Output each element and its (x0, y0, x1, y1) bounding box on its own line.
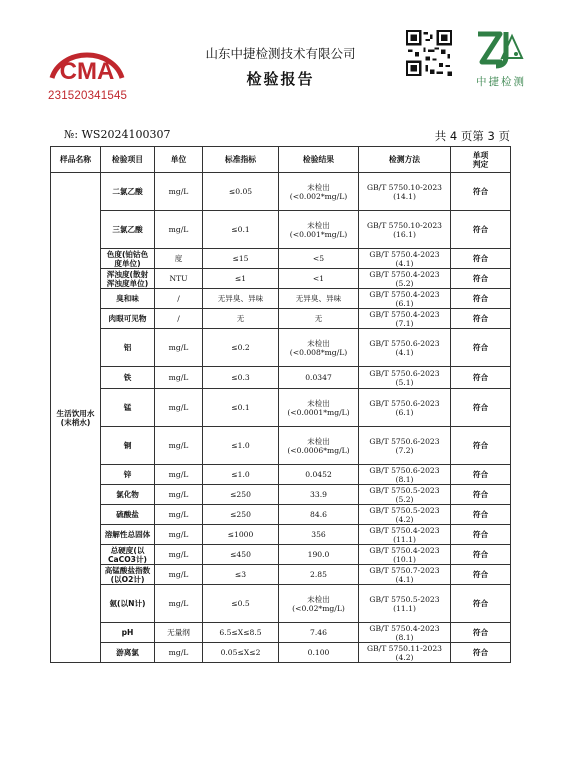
result-cell (279, 389, 359, 427)
item-cell: 游离氯 (101, 643, 155, 663)
judgement-cell: 符合 (451, 465, 511, 485)
table-row (51, 643, 511, 663)
judgement-cell: 符合 (451, 173, 511, 211)
result-value: 0.100 (307, 648, 330, 657)
method-clause: (5.1) (395, 377, 414, 387)
header-judgement: 单项 判定 (451, 147, 511, 173)
judgement-cell: 符合 (451, 485, 511, 505)
unit-cell: mg/L (155, 485, 203, 505)
table-row (51, 545, 511, 565)
method-standard: GB/T 5750.4-2023 (369, 269, 440, 279)
method-standard: GB/T 5750.4-2023 (369, 525, 440, 535)
method-cell (359, 389, 451, 427)
method-clause: (4.1) (395, 347, 414, 357)
result-value: <1 (312, 274, 325, 283)
method-clause: (4.2) (395, 652, 414, 662)
method-clause: (8.1) (395, 632, 414, 642)
item-cell: 锰 (101, 389, 155, 427)
result-cell (279, 173, 359, 211)
qr-code-icon (406, 30, 452, 76)
item-cell: 二氯乙酸 (101, 173, 155, 211)
method-standard: GB/T 5750.5-2023 (369, 505, 440, 515)
method-standard: GB/T 5750.10-2023 (367, 220, 442, 230)
item-cell: 铜 (101, 427, 155, 465)
method-standard: GB/T 5750.7-2023 (369, 565, 440, 575)
result-cell (279, 465, 359, 485)
method-clause: (4.1) (395, 258, 414, 268)
table-row (51, 269, 511, 289)
result-note: (<0.008*mg/L) (289, 347, 348, 357)
method-cell (359, 465, 451, 485)
judgement-cell: 符合 (451, 427, 511, 465)
method-cell (359, 505, 451, 525)
item-cell: 铝 (101, 329, 155, 367)
item-cell: 高锰酸盐指数(以O2计) (101, 565, 155, 585)
item-cell: 肉眼可见物 (101, 309, 155, 329)
unit-cell: mg/L (155, 585, 203, 623)
item-cell: 色度(铂钴色度单位) (101, 249, 155, 269)
unit-cell: mg/L (155, 643, 203, 663)
judgement-cell: 符合 (451, 623, 511, 643)
standard-cell: ≤1.0 (203, 427, 279, 465)
unit-cell: mg/L (155, 465, 203, 485)
judgement-cell: 符合 (451, 367, 511, 389)
standard-cell: ≤1000 (203, 525, 279, 545)
result-cell (279, 329, 359, 367)
header-sample-name: 样品名称 (51, 147, 101, 173)
item-cell: 铁 (101, 367, 155, 389)
brand-text: 中捷检测 (476, 76, 526, 88)
method-standard: GB/T 5750.6-2023 (369, 436, 440, 446)
table-row (51, 427, 511, 465)
result-cell (279, 545, 359, 565)
result-note: (<0.02*mg/L) (292, 603, 345, 613)
judgement-cell: 符合 (451, 289, 511, 309)
method-clause: (4.2) (395, 514, 414, 524)
table-row (51, 485, 511, 505)
table-row (51, 173, 511, 211)
method-cell (359, 289, 451, 309)
standard-cell: ≤250 (203, 505, 279, 525)
method-cell (359, 485, 451, 505)
result-cell (279, 623, 359, 643)
item-cell: 浑浊度(散射浑浊度单位) (101, 269, 155, 289)
standard-cell: ≤0.3 (203, 367, 279, 389)
result-cell (279, 525, 359, 545)
standard-cell: ≤250 (203, 485, 279, 505)
method-standard: GB/T 5750.4-2023 (369, 545, 440, 555)
header-unit: 单位 (155, 147, 203, 173)
result-cell (279, 367, 359, 389)
method-standard: GB/T 5750.5-2023 (369, 594, 440, 604)
unit-cell: mg/L (155, 329, 203, 367)
method-clause: (11.1) (393, 603, 416, 613)
method-cell (359, 329, 451, 367)
cma-logo-text: CMA (59, 58, 115, 85)
item-cell: 溶解性总固体 (101, 525, 155, 545)
method-clause: (11.1) (393, 534, 416, 544)
judgement-cell: 符合 (451, 329, 511, 367)
company-name: 山东中捷检测技术有限公司 (205, 46, 356, 61)
unit-cell: 无量纲 (155, 623, 203, 643)
judgement-cell: 符合 (451, 643, 511, 663)
method-cell (359, 367, 451, 389)
standard-cell: ≤0.1 (203, 211, 279, 249)
item-cell: pH (101, 623, 155, 643)
table-row (51, 623, 511, 643)
method-clause: (16.1) (393, 229, 416, 239)
judgement-cell: 符合 (451, 585, 511, 623)
result-value: 无异臭、异味 (295, 294, 342, 303)
method-clause: (4.1) (395, 574, 414, 584)
standard-cell: ≤15 (203, 249, 279, 269)
method-standard: GB/T 5750.6-2023 (369, 338, 440, 348)
table-row (51, 211, 511, 249)
method-cell (359, 545, 451, 565)
table-row (51, 505, 511, 525)
header-standard: 标准指标 (203, 147, 279, 173)
unit-cell: mg/L (155, 389, 203, 427)
table-row (51, 585, 511, 623)
result-value: 190.0 (307, 550, 330, 559)
table-row (51, 249, 511, 269)
standard-cell: 6.5≤X≤8.5 (203, 623, 279, 643)
method-cell (359, 211, 451, 249)
result-cell (279, 565, 359, 585)
result-value: 2.85 (310, 570, 327, 579)
unit-cell: 度 (155, 249, 203, 269)
result-value: 356 (311, 530, 326, 539)
report-title: 检验报告 (246, 70, 315, 88)
judgement-cell: 符合 (451, 309, 511, 329)
result-value: 33.9 (310, 490, 327, 499)
method-cell (359, 249, 451, 269)
item-cell: 臭和味 (101, 289, 155, 309)
method-clause: (6.1) (395, 298, 414, 308)
result-cell (279, 211, 359, 249)
method-clause: (14.1) (393, 191, 416, 201)
result-note: (<0.0006*mg/L) (287, 445, 350, 455)
judgement-cell: 符合 (451, 565, 511, 585)
result-value: 未检出 (307, 436, 330, 446)
result-value: 84.6 (310, 510, 327, 519)
standard-cell: ≤450 (203, 545, 279, 565)
unit-cell: NTU (155, 269, 203, 289)
table-row (51, 329, 511, 367)
method-cell (359, 525, 451, 545)
sample-name-cell: 生活饮用水 (末梢水) (51, 173, 101, 663)
method-clause: (10.1) (393, 554, 416, 564)
table-row (51, 367, 511, 389)
method-standard: GB/T 5750.11-2023 (367, 643, 442, 653)
judgement-cell: 符合 (451, 389, 511, 427)
unit-cell: mg/L (155, 211, 203, 249)
result-value: 未检出 (307, 338, 330, 348)
standard-cell: 无 (203, 309, 279, 329)
judgement-cell: 符合 (451, 249, 511, 269)
result-note: (<0.0001*mg/L) (287, 407, 350, 417)
method-standard: GB/T 5750.4-2023 (369, 309, 440, 319)
judgement-cell: 符合 (451, 269, 511, 289)
page-info: 共 4 页第 3 页 (434, 129, 510, 143)
method-clause: (7.2) (395, 445, 414, 455)
method-cell (359, 565, 451, 585)
result-cell (279, 643, 359, 663)
unit-cell: mg/L (155, 545, 203, 565)
method-cell (359, 623, 451, 643)
unit-cell: / (155, 289, 203, 309)
result-value: 未检出 (307, 398, 330, 408)
standard-cell: ≤3 (203, 565, 279, 585)
result-cell (279, 485, 359, 505)
standard-cell: ≤0.5 (203, 585, 279, 623)
method-standard: GB/T 5750.6-2023 (369, 398, 440, 408)
result-cell (279, 427, 359, 465)
judgement-cell: 符合 (451, 505, 511, 525)
method-clause: (8.1) (395, 474, 414, 484)
standard-cell: ≤0.05 (203, 173, 279, 211)
unit-cell: / (155, 309, 203, 329)
result-value: <5 (312, 254, 325, 263)
result-cell (279, 289, 359, 309)
unit-cell: mg/L (155, 505, 203, 525)
method-clause: (5.2) (395, 494, 414, 504)
method-cell (359, 173, 451, 211)
method-standard: GB/T 5750.4-2023 (369, 249, 440, 259)
standard-cell: ≤1.0 (203, 465, 279, 485)
result-value: 未检出 (307, 220, 330, 230)
method-cell (359, 643, 451, 663)
table-row (51, 309, 511, 329)
method-cell (359, 269, 451, 289)
unit-cell: mg/L (155, 173, 203, 211)
result-note: (<0.001*mg/L) (289, 229, 348, 239)
document-number: №: WS2024100307 (64, 128, 171, 141)
header-method: 检测方法 (359, 147, 451, 173)
item-cell: 硫酸盐 (101, 505, 155, 525)
result-value: 无 (314, 314, 323, 323)
unit-cell: mg/L (155, 525, 203, 545)
standard-cell: 无异臭、异味 (203, 289, 279, 309)
item-cell: 三氯乙酸 (101, 211, 155, 249)
method-cell (359, 427, 451, 465)
item-cell: 氨(以N计) (101, 585, 155, 623)
method-standard: GB/T 5750.5-2023 (369, 485, 440, 495)
header-item: 检验项目 (101, 147, 155, 173)
result-value: 未检出 (307, 182, 330, 192)
judgement-cell: 符合 (451, 211, 511, 249)
method-standard: GB/T 5750.10-2023 (367, 182, 442, 192)
zhongjie-logo-icon (472, 28, 528, 72)
item-cell: 总硬度(以CaCO3计) (101, 545, 155, 565)
method-clause: (6.1) (395, 407, 414, 417)
standard-cell: ≤0.1 (203, 389, 279, 427)
method-standard: GB/T 5750.6-2023 (369, 465, 440, 475)
result-cell (279, 249, 359, 269)
method-standard: GB/T 5750.4-2023 (369, 623, 440, 633)
method-clause: (7.1) (395, 318, 414, 328)
method-clause: (5.2) (395, 278, 414, 288)
result-cell (279, 309, 359, 329)
table-row (51, 565, 511, 585)
item-cell: 锌 (101, 465, 155, 485)
result-cell (279, 505, 359, 525)
inspection-table (50, 146, 511, 663)
judgement-cell: 符合 (451, 525, 511, 545)
table-row (51, 289, 511, 309)
result-value: 7.46 (310, 628, 327, 637)
method-standard: GB/T 5750.4-2023 (369, 289, 440, 299)
result-value: 0.0347 (305, 373, 332, 382)
method-cell (359, 585, 451, 623)
table-row (51, 465, 511, 485)
standard-cell: 0.05≤X≤2 (203, 643, 279, 663)
unit-cell: mg/L (155, 427, 203, 465)
method-cell (359, 309, 451, 329)
standard-cell: ≤0.2 (203, 329, 279, 367)
method-standard: GB/T 5750.6-2023 (369, 368, 440, 378)
table-row (51, 389, 511, 427)
table-row (51, 525, 511, 545)
header-result: 检验结果 (279, 147, 359, 173)
unit-cell: mg/L (155, 367, 203, 389)
cma-number: 231520341545 (48, 90, 128, 102)
result-value: 0.0452 (305, 470, 332, 479)
standard-cell: ≤1 (203, 269, 279, 289)
result-note: (<0.002*mg/L) (289, 191, 348, 201)
judgement-cell: 符合 (451, 545, 511, 565)
table-header-row (51, 147, 511, 173)
result-value: 未检出 (307, 594, 330, 604)
unit-cell: mg/L (155, 565, 203, 585)
result-cell (279, 269, 359, 289)
item-cell: 氯化物 (101, 485, 155, 505)
result-cell (279, 585, 359, 623)
